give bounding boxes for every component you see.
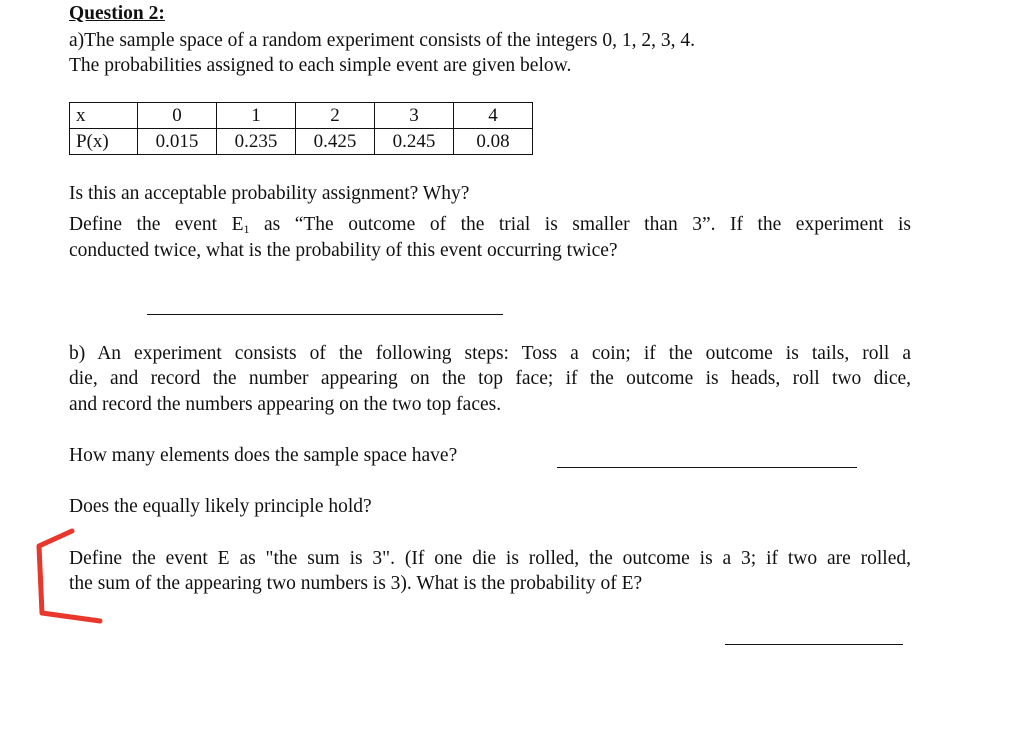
acceptable-question: Is this an acceptable probability assignment? Why? [69,183,470,204]
part-b-line-1: b) An experiment consists of the following steps: Toss a coin; if the outcome is tails, roll a [69,343,911,364]
p-label-cell: P(x) [70,129,138,155]
x-value-cell: 4 [454,103,533,129]
answer-blank-sample-space[interactable] [557,467,857,468]
part-b-line-2: die, and record the number appearing on the top face; if the outcome is heads, roll two dice, [69,368,911,389]
p-row [70,129,533,155]
p-value-cell: 0.08 [454,129,533,155]
answer-blank-e1[interactable] [147,314,503,315]
how-many-question: How many elements does the sample space have? [69,445,458,466]
define-e-line-2: the sum of the appearing two numbers is 3). What is the probability of E? [69,573,643,594]
p-value-cell: 0.235 [217,129,296,155]
x-label-cell: x [70,103,138,129]
define-e1-text-rest: as “The outcome of the trial is smaller than 3”. If the experiment is [249,214,911,235]
x-value-cell: 3 [375,103,454,129]
define-e1-text: Define the event E [69,214,244,235]
define-e-line-1: Define the event E as "the sum is 3". (If one die is rolled, the outcome is a 3; if two are rolled, [69,548,911,569]
x-value-cell: 1 [217,103,296,129]
part-a-line-1: a)The sample space of a random experiment consists of the integers 0, 1, 2, 3, 4. [69,30,695,51]
define-e1-line-1 [69,215,911,235]
x-value-cell: 0 [138,103,217,129]
p-value-cell: 0.425 [296,129,375,155]
x-value-cell: 2 [296,103,375,129]
answer-blank-prob-e[interactable] [725,644,903,645]
part-a-line-2: The probabilities assigned to each simple event are given below. [69,55,572,76]
part-b-line-3: and record the numbers appearing on the two top faces. [69,394,502,415]
question-title: Question 2: [69,3,165,24]
e1-subscript: 1 [243,222,250,236]
probability-table [69,102,533,155]
x-row [70,103,533,129]
p-value-cell: 0.015 [138,129,217,155]
p-value-cell: 0.245 [375,129,454,155]
equally-likely-question: Does the equally likely principle hold? [69,496,372,517]
define-e1-line-2: conducted twice, what is the probability of this event occurring twice? [69,240,618,261]
